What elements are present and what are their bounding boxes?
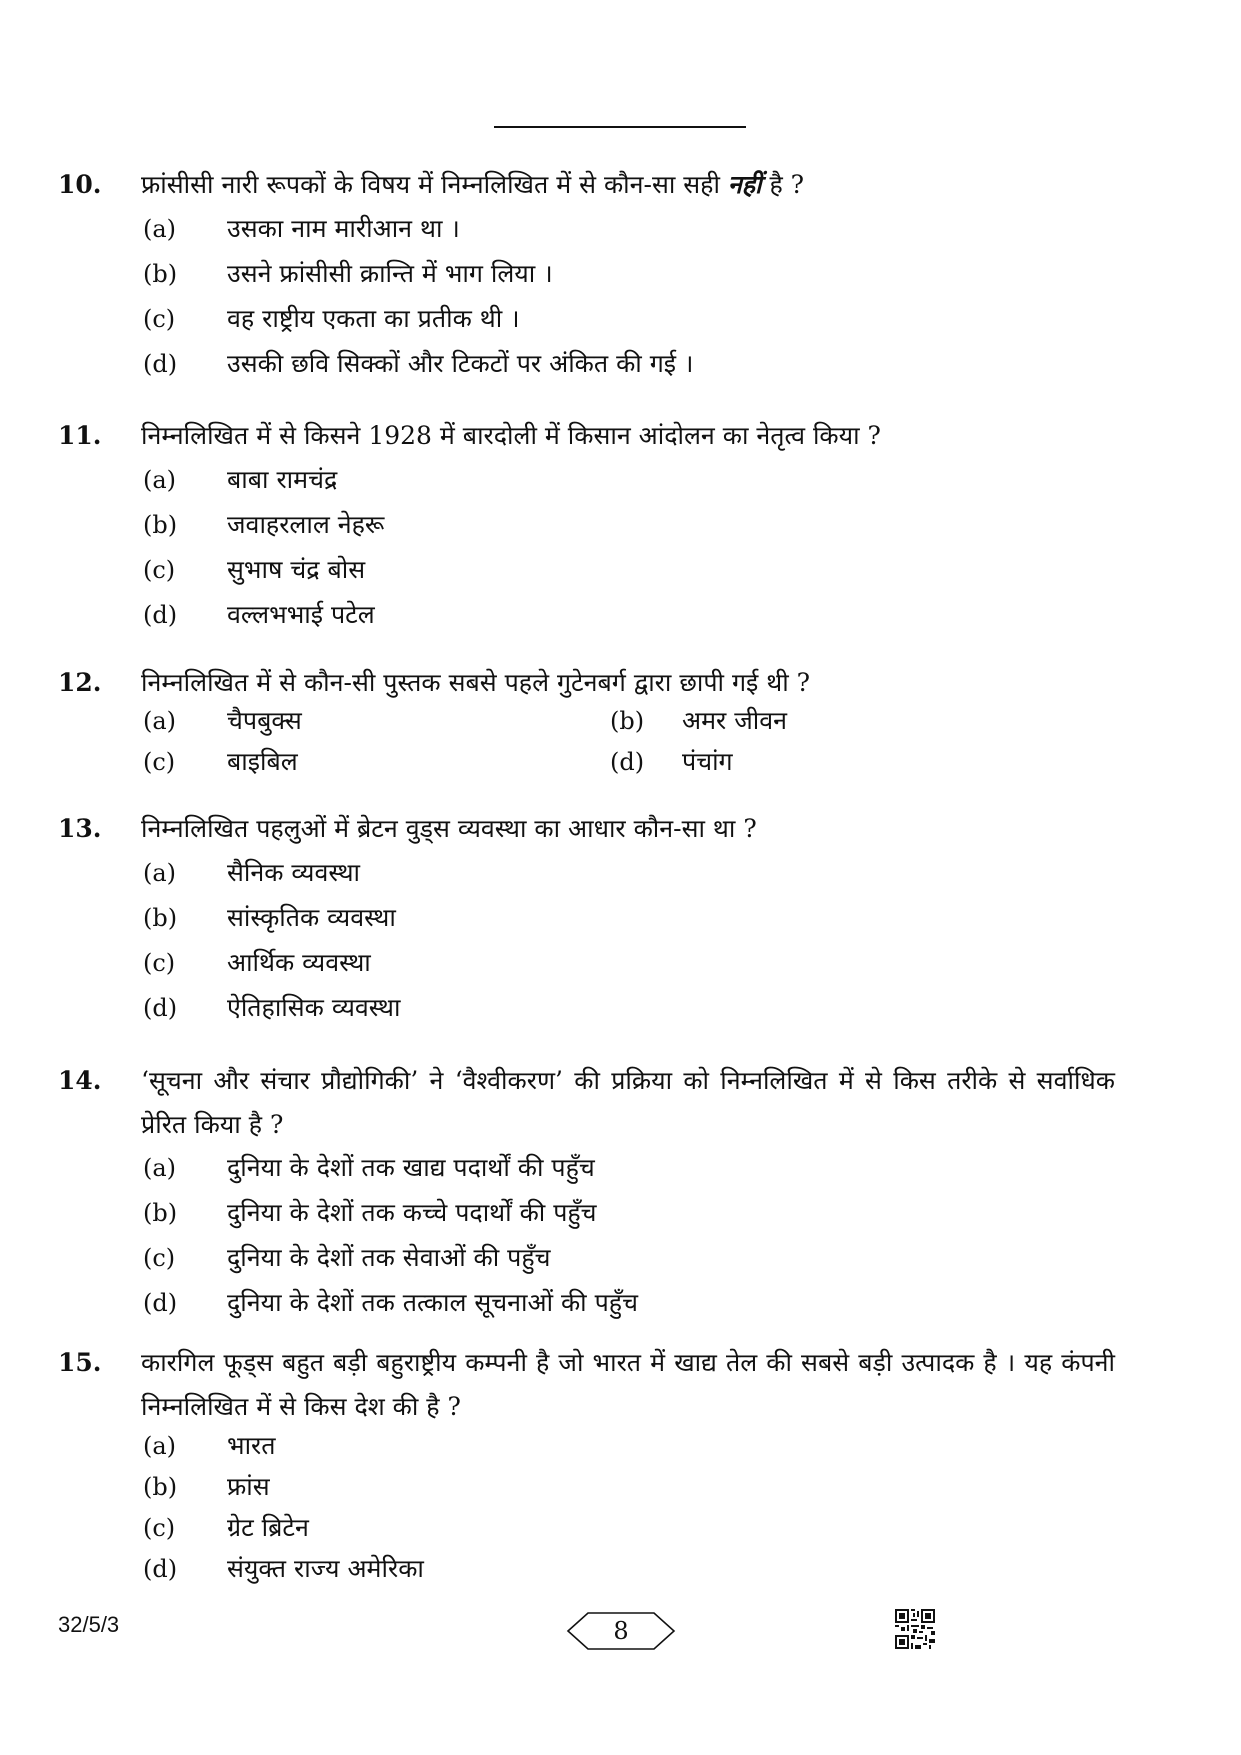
question-number: 14. bbox=[58, 1066, 102, 1095]
question-text: ‘सूचना और संचार प्रौद्योगिकी’ ने ‘वैश्वीकरण’ की प्रक्रिया को निम्नलिखित में से किस तरीके से सर्वाधिक प्रेरित किया है ? bbox=[141, 1066, 1115, 1139]
option-text: दुनिया के देशों तक सेवाओं की पहुँच bbox=[227, 1243, 551, 1272]
option-text: सुभाष चंद्र बोस bbox=[227, 555, 366, 584]
question-text: निम्नलिखित में से कौन-सी पुस्तक सबसे पहले गुटेनबर्ग द्वारा छापी गई थी ? bbox=[141, 668, 811, 697]
option-label: (a) bbox=[143, 215, 177, 243]
top-divider-line bbox=[494, 126, 746, 128]
question-text: निम्नलिखित पहलुओं में ब्रेटन वुड्स व्यवस्था का आधार कौन-सा था ? bbox=[141, 814, 757, 843]
option-text: सैनिक व्यवस्था bbox=[227, 858, 361, 887]
option-text: ऐतिहासिक व्यवस्था bbox=[227, 993, 401, 1022]
option-text: बाबा रामचंद्र bbox=[227, 465, 338, 494]
option-label: (b) bbox=[143, 511, 178, 539]
option-label: (a) bbox=[143, 1154, 177, 1182]
option-label: (b) bbox=[610, 707, 645, 735]
option-text: दुनिया के देशों तक कच्चे पदार्थों की पहुँच bbox=[227, 1198, 597, 1227]
question-number: 13. bbox=[58, 814, 102, 843]
option-label: (c) bbox=[143, 305, 176, 333]
option-label: (b) bbox=[143, 1199, 178, 1227]
option-label: (d) bbox=[610, 748, 645, 776]
option-label: (c) bbox=[143, 1244, 176, 1272]
option-label: (c) bbox=[143, 748, 176, 776]
question-text: कारगिल फूड्स बहुत बड़ी बहुराष्ट्रीय कम्पनी है जो भारत में खाद्य तेल की सबसे बड़ी उत्पादक है । यह कंपनी निम्नलिखित में से किस देश की है ? bbox=[141, 1348, 1115, 1421]
option-label: (d) bbox=[143, 994, 178, 1022]
option-text: संयुक्त राज्य अमेरिका bbox=[227, 1554, 424, 1583]
option-label: (d) bbox=[143, 350, 178, 378]
paper-code: 32/5/3 bbox=[58, 1612, 120, 1637]
question-text bbox=[141, 163, 1115, 207]
question-number: 11. bbox=[58, 421, 102, 450]
option-label: (a) bbox=[143, 466, 177, 494]
option-text: सांस्कृतिक व्यवस्था bbox=[227, 903, 396, 932]
option-text: अमर जीवन bbox=[682, 706, 788, 735]
option-text: जवाहरलाल नेहरू bbox=[227, 510, 385, 539]
option-text: बाइबिल bbox=[227, 747, 298, 776]
option-label: (a) bbox=[143, 1432, 177, 1460]
question-number: 15. bbox=[58, 1348, 102, 1377]
option-label: (b) bbox=[143, 260, 178, 288]
option-label: (d) bbox=[143, 1289, 178, 1317]
option-text: चैपबुक्स bbox=[227, 706, 302, 735]
option-label: (a) bbox=[143, 859, 177, 887]
option-text: दुनिया के देशों तक खाद्य पदार्थों की पहुँच bbox=[227, 1153, 595, 1182]
option-text: उसका नाम मारीआन था । bbox=[227, 214, 460, 243]
option-label: (d) bbox=[143, 1555, 178, 1583]
option-label: (c) bbox=[143, 1514, 176, 1542]
question-number: 10. bbox=[58, 170, 102, 199]
option-label: (d) bbox=[143, 601, 178, 629]
option-text: उसकी छवि सिक्कों और टिकटों पर अंकित की गई । bbox=[227, 349, 694, 378]
question-text: निम्नलिखित में से किसने 1928 में बारदोली में किसान आंदोलन का नेतृत्व किया ? bbox=[141, 421, 881, 450]
option-text: पंचांग bbox=[682, 747, 733, 776]
option-label: (c) bbox=[143, 556, 176, 584]
option-label: (a) bbox=[143, 707, 177, 735]
qr-code-icon bbox=[895, 1609, 935, 1649]
option-text: उसने फ्रांसीसी क्रान्ति में भाग लिया । bbox=[227, 259, 553, 288]
option-text: भारत bbox=[227, 1431, 276, 1460]
option-label: (b) bbox=[143, 1473, 178, 1501]
option-text: ग्रेट ब्रिटेन bbox=[227, 1513, 309, 1542]
question-text-part: है ? bbox=[761, 170, 805, 199]
page-number: 8 bbox=[613, 1617, 629, 1645]
option-text: वल्लभभाई पटेल bbox=[227, 600, 375, 629]
option-text: वह राष्ट्रीय एकता का प्रतीक थी । bbox=[227, 304, 520, 333]
option-text: आर्थिक व्यवस्था bbox=[227, 948, 371, 977]
emphasis-word: नहीं bbox=[727, 170, 762, 199]
question-number: 12. bbox=[58, 668, 102, 697]
question-text-part: फ्रांसीसी नारी रूपकों के विषय में निम्नलिखित में से कौन-सा सही bbox=[141, 170, 728, 199]
option-label: (b) bbox=[143, 904, 178, 932]
option-text: फ्रांस bbox=[227, 1472, 270, 1501]
option-label: (c) bbox=[143, 949, 176, 977]
option-text: दुनिया के देशों तक तत्काल सूचनाओं की पहुँच bbox=[227, 1288, 638, 1317]
